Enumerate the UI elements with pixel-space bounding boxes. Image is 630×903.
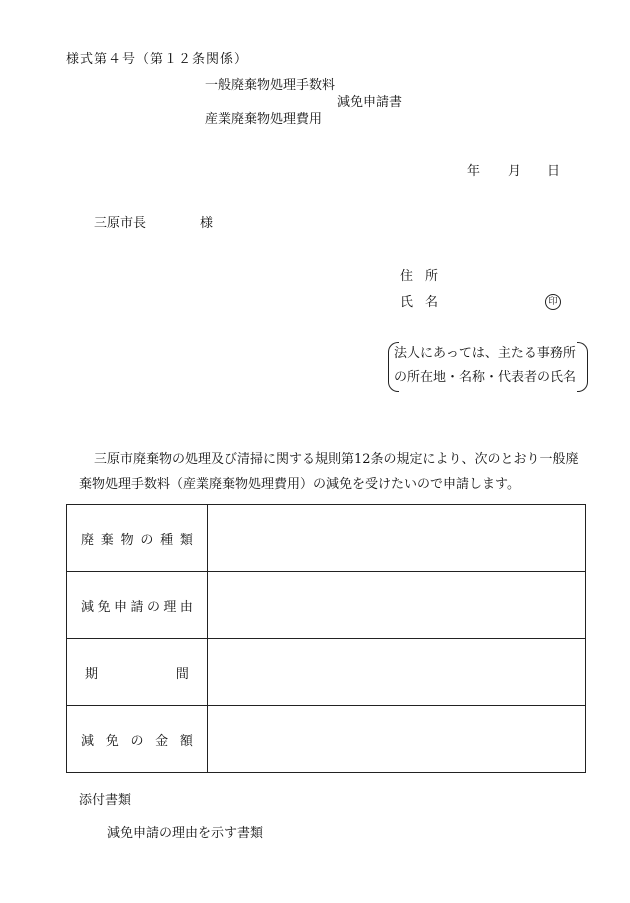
address-label: 住所 [400, 269, 451, 284]
title-line-industrial-cost: 産業廃棄物処理費用 [205, 112, 323, 127]
table-row [67, 572, 586, 639]
period-label [67, 639, 208, 706]
table-label-char: の [146, 599, 160, 615]
table-label-char: 額 [179, 733, 193, 749]
reduction-amount-label [67, 706, 208, 773]
seal-mark [545, 293, 561, 310]
right-bracket [577, 342, 588, 392]
title-main: 減免申請書 [337, 95, 403, 110]
table-label-char: 申 [113, 599, 127, 615]
attachments-heading: 添付書類 [79, 793, 132, 808]
table-row [67, 706, 586, 773]
table-label-char: 減 [81, 599, 95, 615]
table-label-char: 金 [155, 733, 169, 749]
reduction-reason-label [67, 572, 208, 639]
table-label-char: 減 [81, 733, 95, 749]
seal-icon: 印 [545, 294, 561, 310]
period-label-end: 間 [175, 666, 189, 682]
corporate-note-line1: 法人にあっては、主たる事務所 [394, 346, 576, 361]
waste-type-label [67, 505, 208, 572]
corporate-note [388, 342, 588, 392]
name-label: 氏名 [400, 295, 451, 310]
table-label-char: 免 [97, 599, 111, 615]
date-year-label: 年 [467, 164, 481, 179]
period-value[interactable] [207, 639, 585, 706]
addressee-name: 三原市長 [94, 216, 147, 231]
form-number: 様式第４号（第１２条関係） [66, 52, 249, 67]
title-line-general-fee: 一般廃棄物処理手数料 [205, 78, 336, 93]
body-text-line2: 棄物処理手数料（産業廃棄物処理費用）の減免を受けたいので申請します。 [79, 477, 520, 492]
table-label-char: 由 [179, 599, 193, 615]
date-day-label: 日 [547, 164, 561, 179]
corporate-note-line2: の所在地・名称・代表者の氏名 [394, 370, 577, 385]
table-row [67, 505, 586, 572]
table-label-char: 免 [105, 733, 119, 749]
table-label-char: の [130, 733, 144, 749]
table-label-char: 理 [163, 599, 177, 615]
table-label-char: 請 [130, 599, 144, 615]
table-label-char: 廃 [81, 532, 95, 548]
attachment-item: 減免申請の理由を示す書類 [107, 826, 264, 841]
table-label-char: 棄 [100, 532, 114, 548]
addressee-honorific: 様 [200, 216, 214, 231]
waste-type-value[interactable] [207, 505, 585, 572]
period-label-start: 期 [85, 666, 99, 682]
table-row [67, 639, 586, 706]
reduction-amount-value[interactable] [207, 706, 585, 773]
application-table [66, 504, 586, 773]
body-text-line1: 三原市廃棄物の処理及び清掃に関する規則第12条の規定により、次のとおり一般廃 [94, 452, 579, 467]
table-label-char: の [140, 532, 154, 548]
table-label-char: 種 [160, 532, 174, 548]
reduction-reason-value[interactable] [207, 572, 585, 639]
table-label-char: 類 [179, 532, 193, 548]
table-label-char: 物 [120, 532, 134, 548]
date-month-label: 月 [508, 164, 522, 179]
